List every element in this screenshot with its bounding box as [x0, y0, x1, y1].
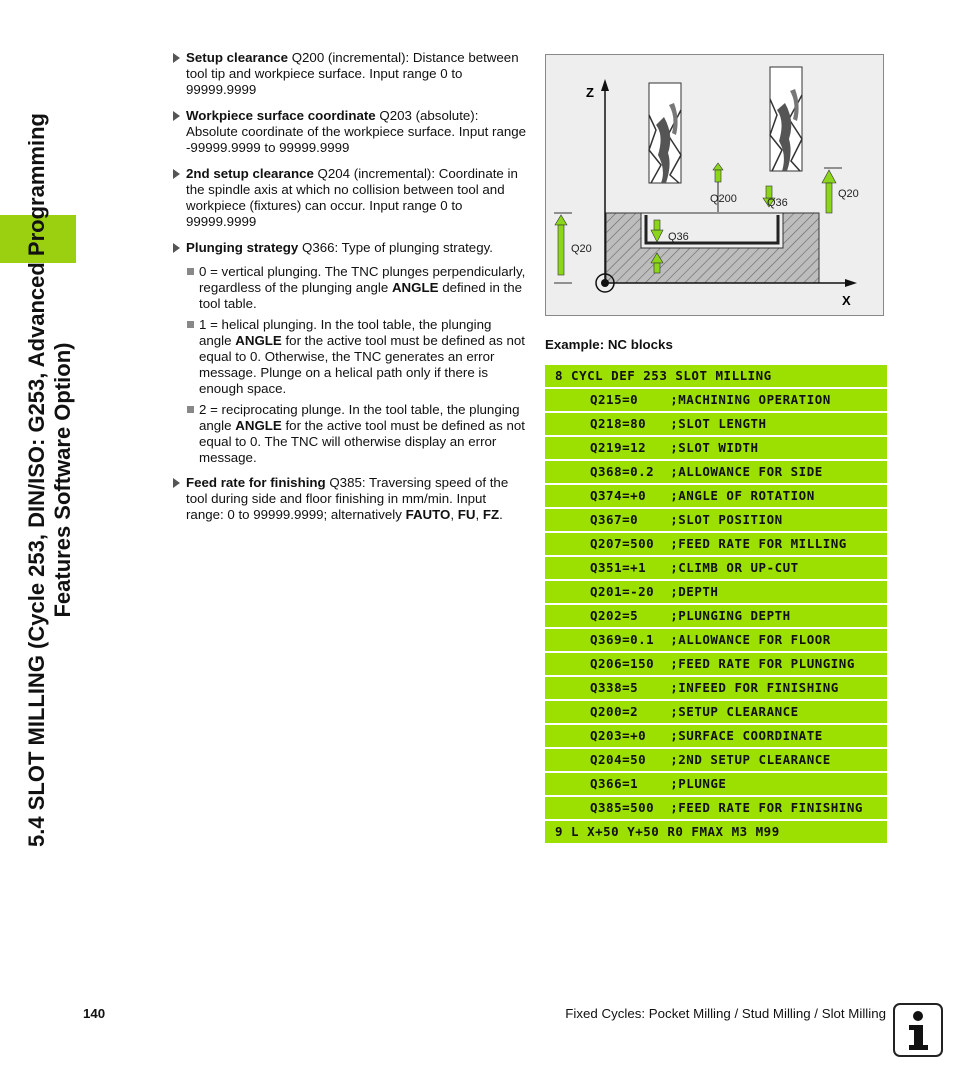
nc-block-line: 9 L X+50 Y+50 R0 FMAX M3 M99 — [545, 821, 887, 843]
axis-z-label: Z — [586, 85, 594, 100]
side-title-line2: Features Software Option) — [50, 342, 75, 618]
nc-block-line: Q200=2 ;SETUP CLEARANCE — [545, 701, 887, 723]
param-q385 — [172, 475, 527, 523]
square-bullet-icon — [187, 321, 194, 328]
nc-block-line: Q201=-20 ;DEPTH — [545, 581, 887, 603]
param-name: Plunging strategy — [186, 240, 299, 255]
nc-block-line: Q206=150 ;FEED RATE FOR PLUNGING — [545, 653, 887, 675]
option-keyword: ANGLE — [235, 418, 282, 433]
nc-block-line: Q219=12 ;SLOT WIDTH — [545, 437, 887, 459]
param-name: Setup clearance — [186, 50, 288, 65]
triangle-bullet-icon — [173, 111, 180, 121]
param-q366 — [172, 240, 527, 256]
label-q200: Q200 — [710, 193, 737, 205]
parameter-list — [172, 50, 527, 533]
separator: , — [450, 507, 458, 522]
triangle-bullet-icon — [173, 243, 180, 253]
footer-chapter-title: Fixed Cycles: Pocket Milling / Stud Milling / Slot Milling — [565, 1006, 886, 1021]
feed-option-fu: FU — [457, 507, 476, 522]
workpiece — [606, 213, 819, 283]
separator: . — [499, 507, 503, 522]
side-title-line1: 5.4 SLOT MILLING (Cycle 253, DIN/ISO: G253, Advanced Programming — [24, 113, 49, 847]
nc-blocks — [545, 365, 887, 845]
nc-block-line: Q203=+0 ;SURFACE COORDINATE — [545, 725, 887, 747]
triangle-bullet-icon — [173, 53, 180, 63]
param-name: Feed rate for finishing — [186, 475, 326, 490]
option-text: for the active tool must be defined as not equal to 0. Otherwise, the TNC generates an error message. Plunge on a helical path only if there is enough space. — [199, 333, 525, 396]
end-mill-tool-right — [770, 67, 802, 171]
nc-block-line: Q338=5 ;INFEED FOR FINISHING — [545, 677, 887, 699]
nc-block-line: 8 CYCL DEF 253 SLOT MILLING — [545, 365, 887, 387]
param-name: Workpiece surface coordinate — [186, 108, 376, 123]
param-desc: Q200 (incremental): Distance between tool tip and workpiece surface. Input range 0 to 99999.9999 — [186, 50, 519, 97]
param-q204 — [172, 166, 527, 230]
param-desc: Q204 (incremental): Coordinate in the spindle axis at which no collision between tool and workpiece (fixtures) can occur. Input range 0 to 99999.9999 — [186, 166, 518, 229]
option-text: 2 = reciprocating plunge. In the tool table, the plunging angle — [199, 402, 520, 433]
end-mill-tool-left — [649, 83, 681, 183]
slot-milling-figure — [545, 54, 884, 316]
param-name: 2nd setup clearance — [186, 166, 314, 181]
nc-block-line: Q351=+1 ;CLIMB OR UP-CUT — [545, 557, 887, 579]
nc-block-line: Q369=0.1 ;ALLOWANCE FOR FLOOR — [545, 629, 887, 651]
option-keyword: ANGLE — [391, 280, 439, 295]
label-q36-inner: Q36 — [668, 231, 689, 243]
option-text: defined in the tool table. — [199, 280, 523, 311]
option-keyword: ANGLE — [235, 333, 282, 348]
param-q203 — [172, 108, 527, 156]
nc-block-line: Q368=0.2 ;ALLOWANCE FOR SIDE — [545, 461, 887, 483]
option-text: 0 = vertical plunging. The TNC plunges perpendicularly, regardless of the plunging angle — [199, 264, 526, 295]
feed-option-fz: FZ — [482, 507, 500, 522]
label-q20-left: Q20 — [571, 243, 592, 255]
side-title — [0, 0, 100, 1000]
label-q20-right: Q20 — [838, 188, 859, 200]
square-bullet-icon — [187, 268, 194, 275]
info-glyph — [895, 1005, 941, 1055]
triangle-bullet-icon — [173, 478, 180, 488]
param-desc: Q203 (absolute): Absolute coordinate of the workpiece surface. Input range -99999.9999 to 99999.9999 — [186, 108, 527, 155]
feed-option-fauto: FAUTO — [405, 507, 451, 522]
nc-block-line: Q374=+0 ;ANGLE OF ROTATION — [545, 485, 887, 507]
nc-block-line: Q207=500 ;FEED RATE FOR MILLING — [545, 533, 887, 555]
plunge-option-2 — [172, 402, 527, 466]
plunge-option-0 — [172, 264, 527, 312]
label-q36-top: Q36 — [767, 197, 788, 209]
triangle-bullet-icon — [173, 169, 180, 179]
option-text: for the active tool must be defined as not equal to 0. The TNC will otherwise display an error message. — [199, 418, 525, 465]
nc-block-line: Q215=0 ;MACHINING OPERATION — [545, 389, 887, 411]
param-q200 — [172, 50, 527, 98]
nc-block-line: Q366=1 ;PLUNGE — [545, 773, 887, 795]
plunge-option-1 — [172, 317, 527, 397]
example-title: Example: NC blocks — [545, 337, 673, 352]
separator: , — [475, 507, 483, 522]
nc-block-line: Q218=80 ;SLOT LENGTH — [545, 413, 887, 435]
nc-block-line: Q204=50 ;2ND SETUP CLEARANCE — [545, 749, 887, 771]
page-number: 140 — [83, 1006, 106, 1021]
square-bullet-icon — [187, 406, 194, 413]
figure-svg — [546, 55, 883, 315]
info-icon — [893, 1003, 943, 1057]
option-text: 1 = helical plunging. In the tool table, the plunging angle — [199, 317, 492, 348]
nc-block-line: Q367=0 ;SLOT POSITION — [545, 509, 887, 531]
nc-block-line: Q385=500 ;FEED RATE FOR FINISHING — [545, 797, 887, 819]
param-desc: Q366: Type of plunging strategy. — [298, 240, 493, 255]
axis-x-label: X — [842, 293, 851, 308]
param-desc: Q385: Traversing speed of the tool during side and floor finishing in mm/min. Input range: 0 to 99999.9999; alternatively — [186, 475, 509, 522]
nc-block-line: Q202=5 ;PLUNGING DEPTH — [545, 605, 887, 627]
